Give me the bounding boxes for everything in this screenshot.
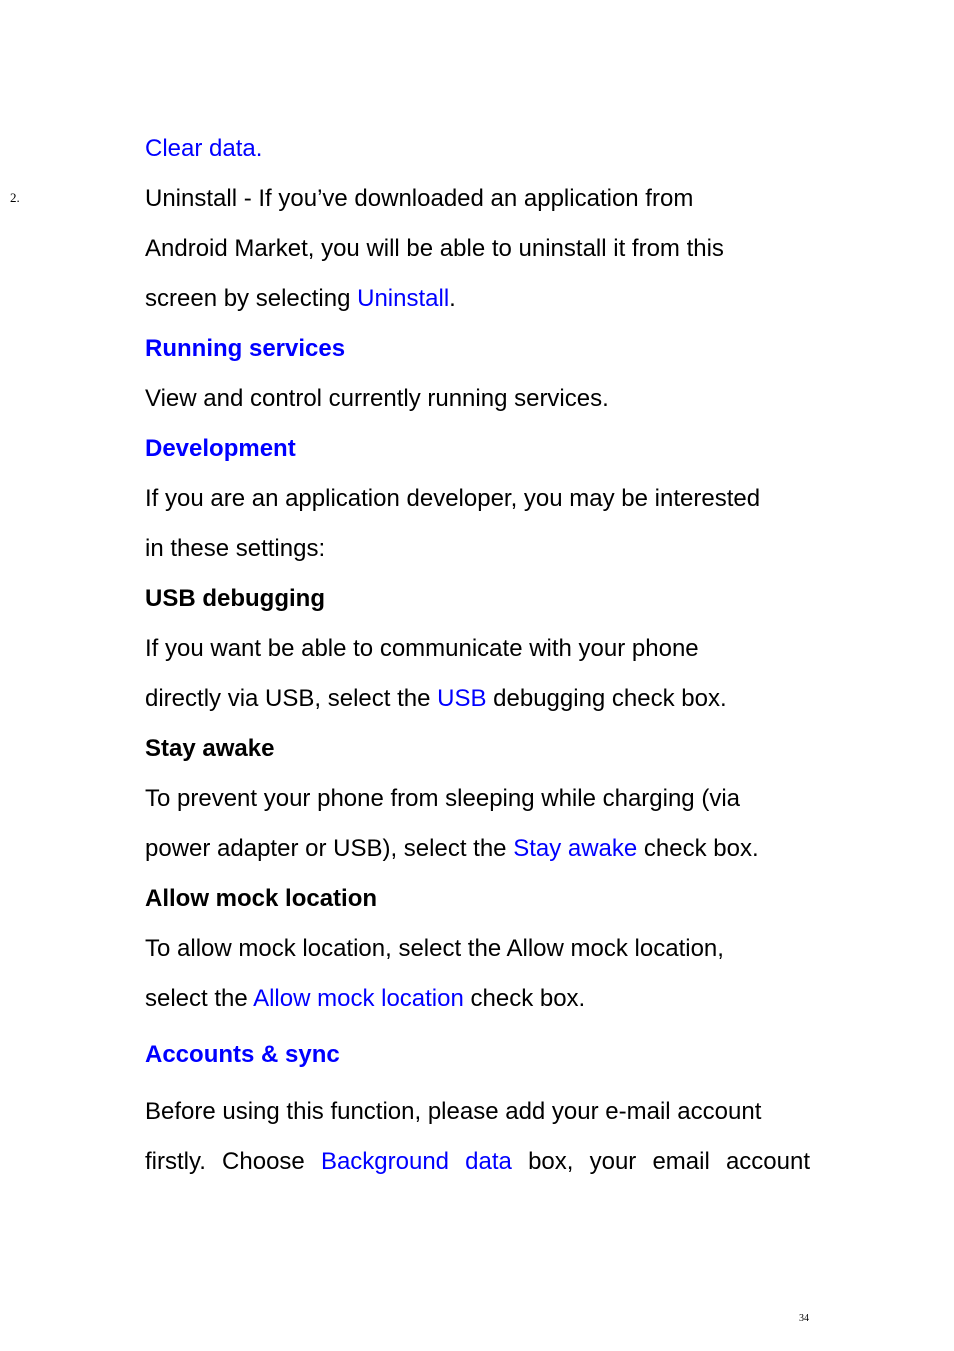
uninstall-link: Uninstall xyxy=(357,285,450,312)
mock-location-heading: Allow mock location xyxy=(145,885,378,912)
stay-awake-link: Stay awake xyxy=(513,835,638,862)
mock-location-text-line-2 xyxy=(145,984,585,1014)
uninstall-text-pre: screen by selecting xyxy=(145,285,358,312)
page-number: 34 xyxy=(799,1313,809,1324)
usb-debugging-text-pre: directly via USB, select the xyxy=(145,685,438,712)
accounts-sync-heading: Accounts & sync xyxy=(145,1041,340,1068)
uninstall-text-post: . xyxy=(449,285,456,312)
development-heading: Development xyxy=(145,435,296,462)
mock-location-link: Allow mock location xyxy=(253,985,464,1012)
running-services-heading: Running services xyxy=(145,335,346,362)
development-text-line-1: If you are an application developer, you may be interested xyxy=(145,485,761,512)
usb-debugging-text-line-1: If you want be able to communicate with your phone xyxy=(145,635,699,662)
uninstall-text-line-1: Uninstall - If you’ve downloaded an application from xyxy=(145,185,694,212)
mock-location-text-pre: select the xyxy=(145,985,254,1012)
stay-awake-heading: Stay awake xyxy=(145,735,275,762)
accounts-sync-text-line-1: Before using this function, please add your e-mail account xyxy=(145,1098,762,1125)
clear-data-line: Clear data. xyxy=(145,135,263,162)
stay-awake-text-line-1: To prevent your phone from sleeping while charging (via xyxy=(145,785,740,812)
development-text-line-2: in these settings: xyxy=(145,535,326,562)
accounts-sync-text-post: box, your email account xyxy=(511,1148,811,1175)
uninstall-text-line-3 xyxy=(145,284,456,314)
mock-location-text-line-1: To allow mock location, select the Allow mock location, xyxy=(145,935,724,962)
usb-debugging-text-post: debugging check box. xyxy=(486,685,727,712)
stay-awake-text-line-2 xyxy=(145,834,759,864)
stay-awake-text-pre: power adapter or USB), select the xyxy=(145,835,514,862)
list-marker: 2. xyxy=(10,190,20,205)
usb-debugging-heading: USB debugging xyxy=(145,585,325,612)
accounts-sync-text-line-2 xyxy=(145,1147,810,1177)
usb-debugging-text-line-2 xyxy=(145,684,727,714)
uninstall-text-line-2: Android Market, you will be able to uninstall it from this xyxy=(145,235,724,262)
running-services-text: View and control currently running services. xyxy=(145,385,609,412)
stay-awake-text-post: check box. xyxy=(637,835,759,862)
usb-link: USB xyxy=(437,685,487,712)
mock-location-text-post: check box. xyxy=(463,985,586,1012)
accounts-sync-text-pre: firstly. Choose xyxy=(145,1148,321,1175)
background-data-link: Background data xyxy=(320,1148,512,1175)
